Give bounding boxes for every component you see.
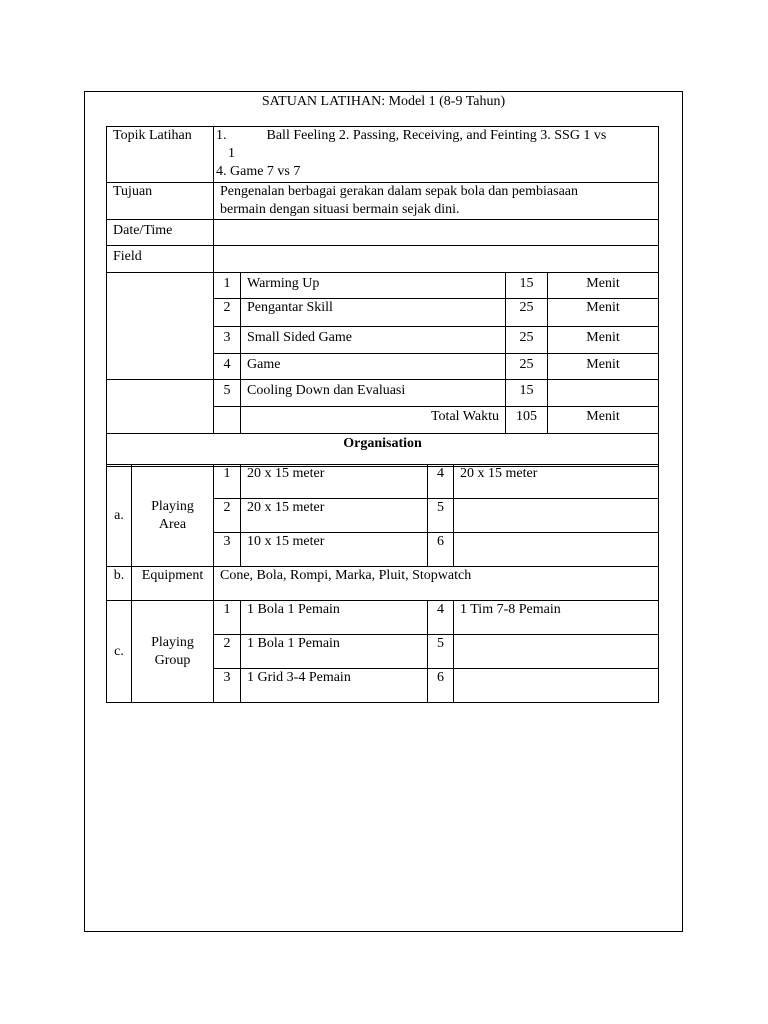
playing-group-label-line1: Playing xyxy=(151,634,194,650)
equipment-value: Cone, Bola, Rompi, Marka, Pluit, Stopwatch xyxy=(214,567,659,601)
schedule-unit: Menit xyxy=(548,273,659,299)
equipment-letter: b. xyxy=(107,567,132,601)
topik-line1 xyxy=(216,127,652,145)
schedule-unit: Menit xyxy=(548,327,659,354)
schedule-activity: Game xyxy=(241,354,506,380)
organisation-table xyxy=(106,464,659,703)
topik-value xyxy=(214,127,659,183)
schedule-duration: 25 xyxy=(506,299,548,327)
date-time-label: Date/Time xyxy=(107,220,214,246)
topik-line1-text: Ball Feeling 2. Passing, Receiving, and Feinting 3. SSG 1 vs xyxy=(266,128,607,143)
total-blank-cell xyxy=(214,407,241,434)
schedule-unit: Menit xyxy=(548,354,659,380)
area-item-no: 1 xyxy=(214,465,241,499)
tujuan-label: Tujuan xyxy=(107,183,214,220)
tujuan-value xyxy=(214,183,659,220)
tujuan-line2: bermain dengan situasi bermain sejak dini. xyxy=(220,202,460,217)
schedule-duration: 25 xyxy=(506,354,548,380)
area-item-value: 20 x 15 meter xyxy=(454,465,659,499)
area-item-value: 20 x 15 meter xyxy=(241,499,428,533)
playing-area-label-line1: Playing xyxy=(151,498,194,514)
group-item-no: 2 xyxy=(214,635,241,669)
schedule-no: 1 xyxy=(214,273,241,299)
area-item-value xyxy=(454,533,659,567)
total-unit: Menit xyxy=(548,407,659,434)
area-item-no: 5 xyxy=(428,499,454,533)
playing-area-label-line2: Area xyxy=(158,516,187,532)
schedule-unit: Menit xyxy=(548,299,659,327)
organisation-heading: Organisation xyxy=(107,434,659,467)
schedule-unit xyxy=(548,380,659,407)
schedule-activity: Cooling Down dan Evaluasi xyxy=(241,380,506,407)
group-item-no: 3 xyxy=(214,669,241,703)
group-item-no: 6 xyxy=(428,669,454,703)
field-label: Field xyxy=(107,246,214,273)
total-label: Total Waktu xyxy=(241,407,506,434)
group-item-no: 4 xyxy=(428,601,454,635)
schedule-activity: Small Sided Game xyxy=(241,327,506,354)
schedule-no: 4 xyxy=(214,354,241,380)
total-value: 105 xyxy=(506,407,548,434)
area-item-value xyxy=(454,499,659,533)
schedule-duration: 25 xyxy=(506,327,548,354)
schedule-blank-cell xyxy=(107,380,214,434)
area-item-no: 3 xyxy=(214,533,241,567)
playing-area-letter: a. xyxy=(107,465,132,567)
schedule-no: 3 xyxy=(214,327,241,354)
group-item-value: 1 Bola 1 Pemain xyxy=(241,601,428,635)
topik-label: Topik Latihan xyxy=(107,127,214,183)
group-item-value xyxy=(454,635,659,669)
topik-line2: 1 xyxy=(228,146,235,161)
topik-line3: 4. Game 7 vs 7 xyxy=(216,164,301,179)
schedule-blank-cell xyxy=(107,273,214,380)
schedule-duration: 15 xyxy=(506,380,548,407)
schedule-no: 5 xyxy=(214,380,241,407)
schedule-duration: 15 xyxy=(506,273,548,299)
area-item-value: 20 x 15 meter xyxy=(241,465,428,499)
field-value xyxy=(214,246,659,273)
document-title: SATUAN LATIHAN: Model 1 (8-9 Tahun) xyxy=(261,94,506,109)
area-item-no: 4 xyxy=(428,465,454,499)
schedule-activity: Warming Up xyxy=(241,273,506,299)
playing-area-label xyxy=(132,465,214,567)
group-item-value: 1 Bola 1 Pemain xyxy=(241,635,428,669)
playing-group-letter: c. xyxy=(107,601,132,703)
equipment-label: Equipment xyxy=(132,567,214,601)
group-item-no: 5 xyxy=(428,635,454,669)
topik-line1-num: 1. xyxy=(216,128,227,143)
schedule-activity: Pengantar Skill xyxy=(241,299,506,327)
group-item-no: 1 xyxy=(214,601,241,635)
area-item-value: 10 x 15 meter xyxy=(241,533,428,567)
schedule-no: 2 xyxy=(214,299,241,327)
group-item-value: 1 Grid 3-4 Pemain xyxy=(241,669,428,703)
group-item-value xyxy=(454,669,659,703)
tujuan-line1: Pengenalan berbagai gerakan dalam sepak bola dan pembiasaan xyxy=(220,184,579,199)
session-table xyxy=(106,126,659,467)
date-time-value xyxy=(214,220,659,246)
area-item-no: 2 xyxy=(214,499,241,533)
area-item-no: 6 xyxy=(428,533,454,567)
playing-group-label xyxy=(132,601,214,703)
group-item-value: 1 Tim 7-8 Pemain xyxy=(454,601,659,635)
playing-group-label-line2: Group xyxy=(154,652,191,668)
